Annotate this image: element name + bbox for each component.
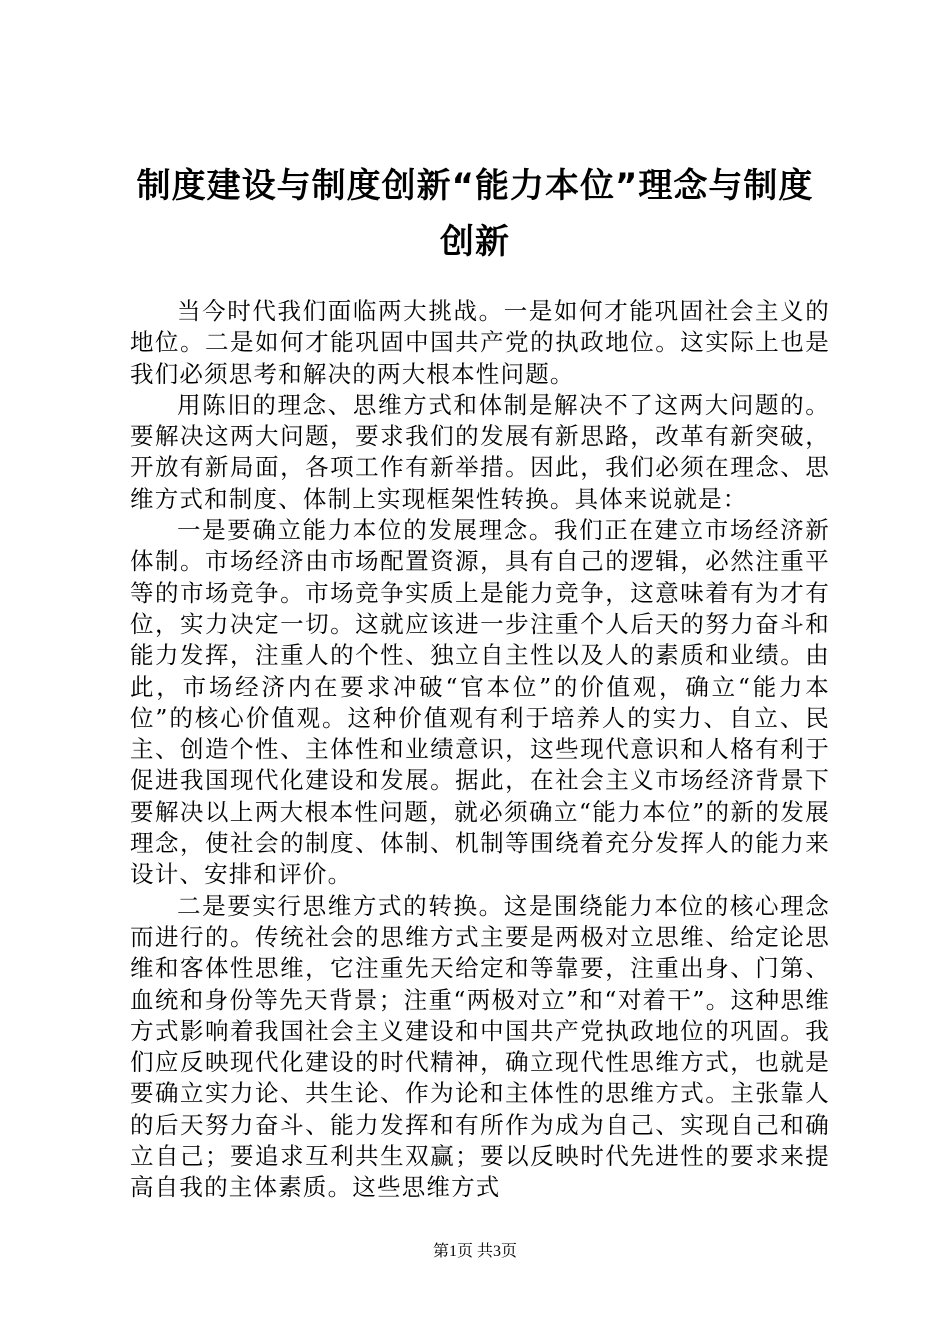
paragraph-3: 一是要确立能力本位的发展理念。我们正在建立市场经济新体制。市场经济由市场配置资源，具有自己的逻辑，必然注重平等的市场竞争。市场竞争实质上是能力竞争，这意味着有为才有位，实力决定一切。这就应该进一步注重个人后天的努力奋斗和能力发挥，注重人的个性、独立自主性以及人的素质和业绩。由此，市场经济内在要求冲破“官本位”的价值观，确立“能力本位”的核心价值观。这种价值观有利于培养人的实力、自立、民主、创造个性、主体性和业绩意识，这些现代意识和人格有利于促进我国现代化建设和发展。据此，在社会主义市场经济背景下要解决以上两大根本性问题，就必须确立“能力本位”的新的发展理念，使社会的制度、体制、机制等围绕着充分发挥人的能力来设计、安排和评价。 bbox=[130, 516, 830, 889]
document-title: 制度建设与制度创新“能力本位”理念与制度创新 bbox=[136, 166, 814, 262]
page-footer: 第1页 共3页 bbox=[432, 1243, 517, 1260]
paragraph-4: 二是要实行思维方式的转换。这是围绕能力本位的核心理念而进行的。传统社会的思维方式主要是两极对立思维、给定论思维和客体性思维，它注重先天给定和等靠要，注重出身、门第、血统和身份等先天背景；注重“两极对立”和“对着干”。这种思维方式影响着我国社会主义建设和中国共产党执政地位的巩固。我们应反映现代化建设的时代精神，确立现代性思维方式，也就是要确立实力论、共生论、作为论和主体性的思维方式。主张靠人的后天努力奋斗、能力发挥和有所作为成为自己、实现自己和确立自己；要追求互利共生双赢；要以反映时代先进性的要求来提高自我的主体素质。这些思维方式 bbox=[130, 891, 830, 1202]
paragraph-1: 当今时代我们面临两大挑战。一是如何才能巩固社会主义的地位。二是如何才能巩固中国共产党的执政地位。这实际上也是我们必须思考和解决的两大根本性问题。 bbox=[130, 297, 830, 388]
paragraph-2: 用陈旧的理念、思维方式和体制是解决不了这两大问题的。要解决这两大问题，要求我们的发展有新思路，改革有新突破，开放有新局面，各项工作有新举措。因此，我们必须在理念、思维方式和制度、体制上实现框架性转换。具体来说就是： bbox=[130, 390, 830, 513]
document-body bbox=[130, 296, 830, 1204]
